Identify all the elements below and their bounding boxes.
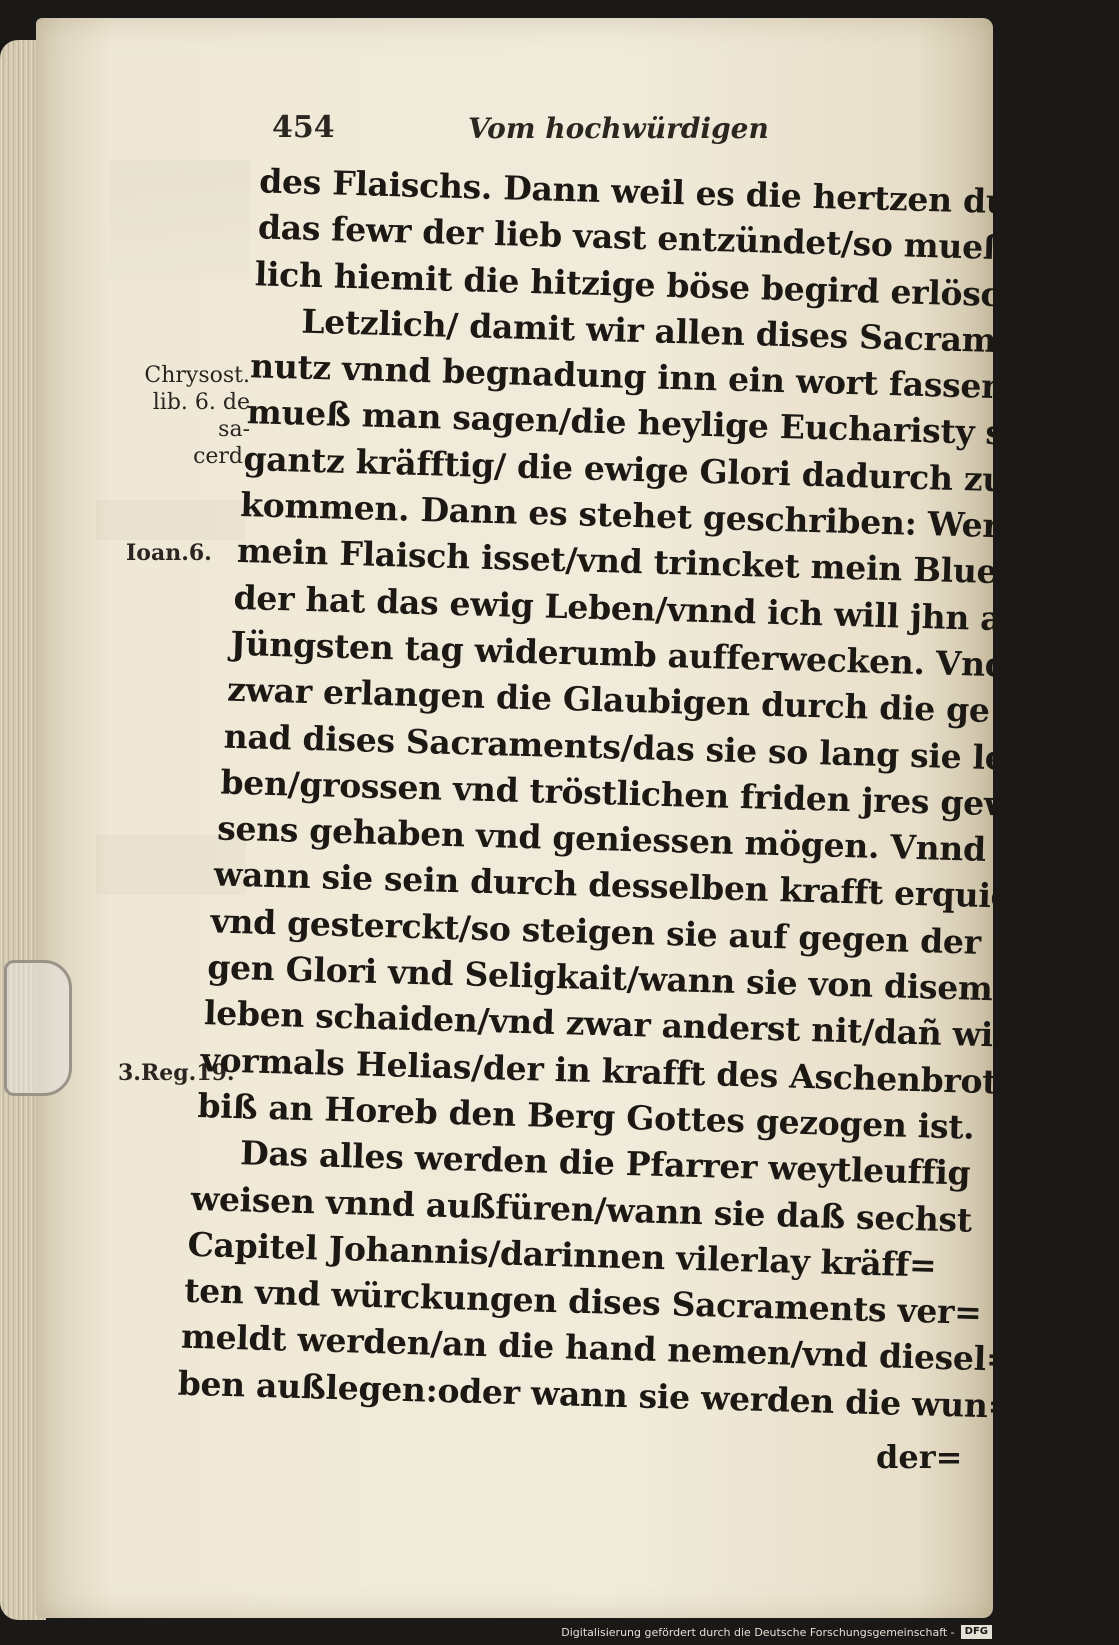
text-line: nutz vnnd begnadung inn ein wort fassen/so <box>249 346 1058 408</box>
page-number: 454 <box>272 110 335 145</box>
show-through-ghost-2 <box>96 500 246 540</box>
text-line: ten vnd würckungen dises Sacraments ver= <box>183 1270 983 1333</box>
text-line: Das alles werden die Pfarrer weytleuffig <box>239 1133 971 1193</box>
text-line: gantz kräfftig/ die ewige Glori dadurch zube= <box>243 438 1078 502</box>
text-line: Jüngsten tag widerumb aufferwecken. Vnd <box>229 623 1009 685</box>
text-line: biß an Horeb den Berg Gottes gezogen ist. <box>196 1085 976 1147</box>
text-line: gen Glori vnd Seligkait/wann sie von disem <box>206 947 994 1009</box>
margin-note-kings: 3.Reg.19. <box>118 1060 235 1086</box>
text-line: ben außlegen:oder wann sie werden die wun= <box>177 1363 1016 1426</box>
text-line: zwar erlangen die Glaubigen durch die ge= <box>226 669 1018 732</box>
dfg-logo: DFG <box>961 1625 992 1639</box>
margin-note-john: Ioan.6. <box>126 540 212 566</box>
text-line: das fewr der lieb vast entzündet/so mueß frey= <box>257 207 1118 271</box>
text-line: kommen. Dann es stehet geschriben: Wer <box>239 485 1001 546</box>
text-line: sens gehaben vnd geniessen mögen. Vnnd <box>216 808 987 870</box>
text-line: der hat das ewig Leben/vnnd ich will jhn am <box>233 577 1037 639</box>
text-line: meldt werden/an die hand nemen/vnd diesel= <box>180 1317 1014 1380</box>
footer-credit-text: Digitalisierung gefördert durch die Deutsche Forschungsgemeinschaft - <box>561 1625 955 1639</box>
text-line: leben schaiden/vnd zwar anderst nit/dañ wie <box>203 993 1015 1056</box>
page-clip <box>4 960 72 1096</box>
footer-credit <box>561 1623 992 1641</box>
catchword: der= <box>876 1438 963 1476</box>
text-line: weisen vnnd außfüren/wann sie daß sechst <box>190 1178 973 1240</box>
text-line: Letzlich/ damit wir allen dises Sacramēts <box>300 301 1051 362</box>
text-line: lich hiemit die hitzige böse begird erlöschen. <box>254 253 1081 316</box>
text-line: Capitel Johannis/darinnen vilerlay kräff= <box>187 1224 938 1285</box>
text-line: wann sie sein durch desselben krafft erquickt <box>213 854 1049 918</box>
page-header <box>272 110 792 154</box>
text-line: ben/grossen vnd tröstlichen friden jres gewis= <box>220 762 1071 826</box>
running-head: Vom hochwürdigen <box>468 112 769 145</box>
text-line: vormals Helias/der in krafft des Aschenbrot <box>200 1039 998 1101</box>
text-line: mueß man sagen/die heylige Eucharisty sey <box>246 392 1044 454</box>
margin-note-chrysostom: Chrysost. lib. 6. de sa- cerd. <box>144 363 250 469</box>
text-line: mein Flaisch isset/vnd trincket mein Bluet/ <box>236 531 1025 593</box>
text-line: nad dises Sacraments/das sie so lang sie le= <box>223 716 1034 778</box>
show-through-ghost <box>110 160 250 280</box>
text-line: des Flaischs. Dann weil es die hertzen durch <box>258 161 1071 224</box>
text-line: vnd gesterckt/so steigen sie auf gegen der ewi= <box>210 901 1081 965</box>
